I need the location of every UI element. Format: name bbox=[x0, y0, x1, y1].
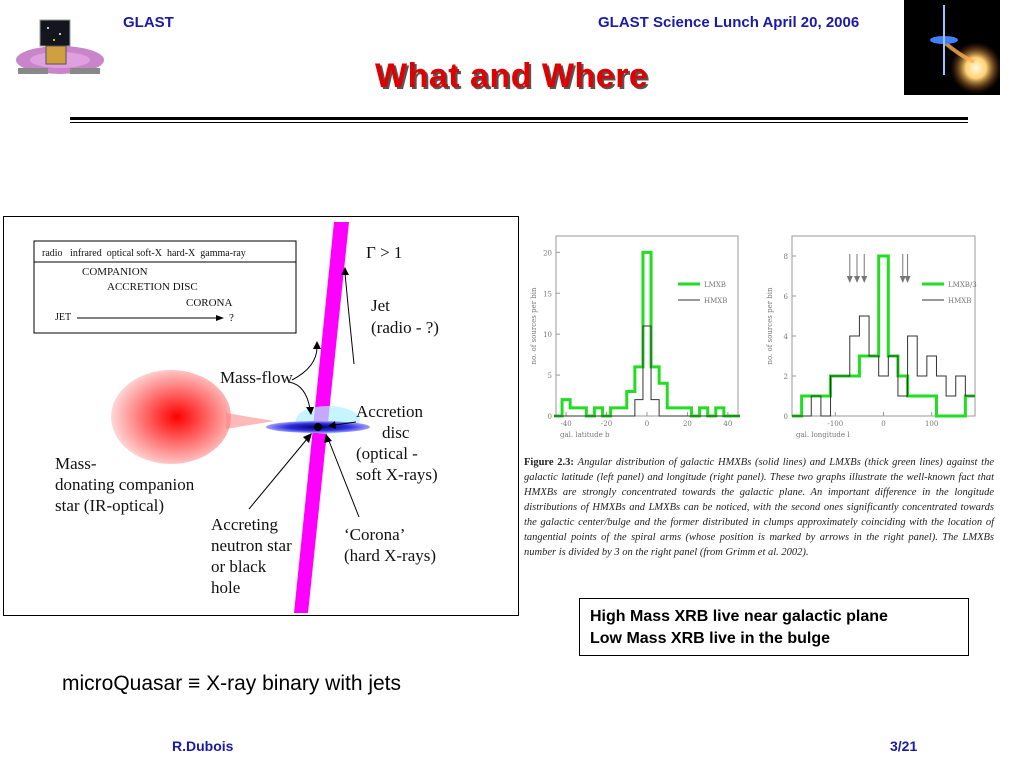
massflow-label: Mass-flow bbox=[220, 368, 293, 387]
glast-logo-icon bbox=[10, 14, 105, 86]
chart-1-ylabel: no. of sources per bin bbox=[766, 287, 774, 365]
accretion-label-2: disc bbox=[382, 423, 410, 442]
donor-label-1: Mass- bbox=[55, 454, 97, 473]
legend-corona: CORONA bbox=[186, 297, 233, 309]
ns-label-1: Accreting bbox=[211, 515, 279, 534]
summary-box bbox=[579, 598, 969, 656]
header-rule-thin bbox=[70, 122, 968, 123]
chart-1-ytick-label: 4 bbox=[783, 333, 788, 341]
donor-label-2: donating companion bbox=[55, 475, 195, 494]
corona-label-2: (hard X-rays) bbox=[344, 546, 437, 565]
ns-label-2: neutron star bbox=[211, 536, 292, 555]
chart-0-xtick-label: -40 bbox=[560, 420, 572, 428]
chart-0-ytick-label: 15 bbox=[543, 290, 552, 299]
chart-0-xtick-label: 0 bbox=[644, 420, 650, 428]
chart-0-series-1 bbox=[554, 326, 740, 416]
chart-0-xtick-label: 40 bbox=[723, 420, 733, 428]
chart-1-legend-label-0: LMXB/3 bbox=[948, 281, 977, 289]
chart-1-ytick-label: 2 bbox=[783, 373, 788, 381]
chart-1-legend-label-1: HMXB bbox=[948, 297, 972, 305]
chart-1-series-1 bbox=[792, 316, 975, 416]
microquasar-illustration-icon bbox=[904, 0, 1000, 95]
legend-accretion-disc: ACCRETION DISC bbox=[107, 281, 198, 293]
spiral-arm-arrowhead-icon bbox=[847, 276, 853, 283]
accretion-label-4: soft X-rays) bbox=[356, 465, 438, 484]
jet-label: Jet bbox=[371, 296, 390, 315]
spiral-arm-arrowhead-icon bbox=[905, 276, 911, 283]
legend-jet-question: ? bbox=[229, 312, 234, 324]
header-center: GLAST Science Lunch April 20, 2006 bbox=[598, 14, 860, 31]
chart-1-ytick-label: 0 bbox=[783, 413, 788, 421]
corona-label-1: ‘Corona’ bbox=[344, 525, 406, 544]
header-left: GLAST bbox=[123, 14, 174, 31]
chart-1-series-0 bbox=[792, 256, 975, 416]
chart-0-xlabel: gal. latitude b bbox=[560, 431, 610, 439]
chart-0-legend-label-1: HMXB bbox=[704, 297, 728, 305]
figure-caption bbox=[524, 455, 994, 560]
spiral-arm-arrowhead-icon bbox=[854, 276, 860, 283]
chart-0-xtick-label: 20 bbox=[682, 420, 692, 428]
summary-line-1: High Mass XRB live near galactic plane bbox=[590, 608, 888, 625]
microquasar-definition: microQuasar ≡ X-ray binary with jets bbox=[62, 672, 402, 695]
chart-0-ytick-label: 0 bbox=[547, 413, 552, 421]
chart-1-xtick-label: -100 bbox=[827, 420, 844, 428]
spiral-arm-arrowhead-icon bbox=[861, 276, 867, 283]
legend-jet: JET bbox=[55, 312, 72, 323]
spiral-arm-arrowhead-icon bbox=[900, 276, 906, 283]
chart-0-ytick-label: 10 bbox=[543, 331, 552, 340]
caption-text: Angular distribution of galactic HMXBs (solid lines) and LMXBs (thick green lines) against the galactic latitude (left panel) and longitude (right panel). These two graphs illustrate the well-known fact that HMXBs are strongly concentrated towards the galactic plane. An important difference in the longitude distributions of HMXBs and LMXBs can be noticed, with the second ones significantly concentrated towards the galactic center/bulge and the former distributed in clumps approximately coinciding with the location of tangential points of the spiral arms (whose position is marked by arrows in the right panel). The LMXBs number is divided by 3 on the right panel (from Grimm et al. 2002). bbox=[524, 457, 994, 558]
chart-0-legend-label-0: LMXB bbox=[704, 281, 726, 289]
legend-bands: radio infrared optical soft-X hard-X gamma-ray bbox=[42, 248, 246, 259]
jet-label-bands: (radio - ?) bbox=[371, 318, 439, 337]
chart-1-xlabel: gal. longitude l bbox=[796, 431, 850, 439]
chart-0-series-0 bbox=[554, 252, 740, 416]
microquasar-diagram bbox=[3, 216, 519, 616]
accretion-label-1: Accretion bbox=[356, 402, 424, 421]
chart-0-xtick-label: -20 bbox=[600, 420, 613, 428]
chart-1-xtick-label: 0 bbox=[881, 420, 886, 428]
summary-line-2: Low Mass XRB live in the bulge bbox=[590, 630, 831, 647]
chart-0-ylabel: no. of sources per bin bbox=[530, 287, 538, 365]
chart-1-frame bbox=[792, 236, 975, 416]
chart-0-ytick-label: 20 bbox=[543, 249, 552, 258]
chart-1-ytick-label: 8 bbox=[783, 253, 788, 261]
chart-1-xtick-label: 100 bbox=[924, 420, 939, 428]
ns-label-3: or black bbox=[211, 557, 267, 576]
header-rule-thick bbox=[70, 117, 968, 120]
donor-label-3: star (IR-optical) bbox=[55, 496, 165, 515]
accretion-label-3: (optical - bbox=[356, 444, 418, 463]
gamma-label: Γ > 1 bbox=[366, 243, 403, 262]
ns-label-4: hole bbox=[211, 578, 241, 597]
page-title: What and Where bbox=[375, 57, 649, 95]
chart-0-ytick-label: 5 bbox=[547, 372, 552, 381]
footer-page: 3/21 bbox=[890, 738, 918, 754]
chart-1-ytick-label: 6 bbox=[783, 293, 788, 301]
footer-author: R.Dubois bbox=[172, 738, 234, 754]
xrb-distribution-charts bbox=[518, 228, 988, 450]
legend-companion: COMPANION bbox=[82, 266, 148, 278]
caption-label: Figure 2.3: bbox=[524, 457, 574, 468]
